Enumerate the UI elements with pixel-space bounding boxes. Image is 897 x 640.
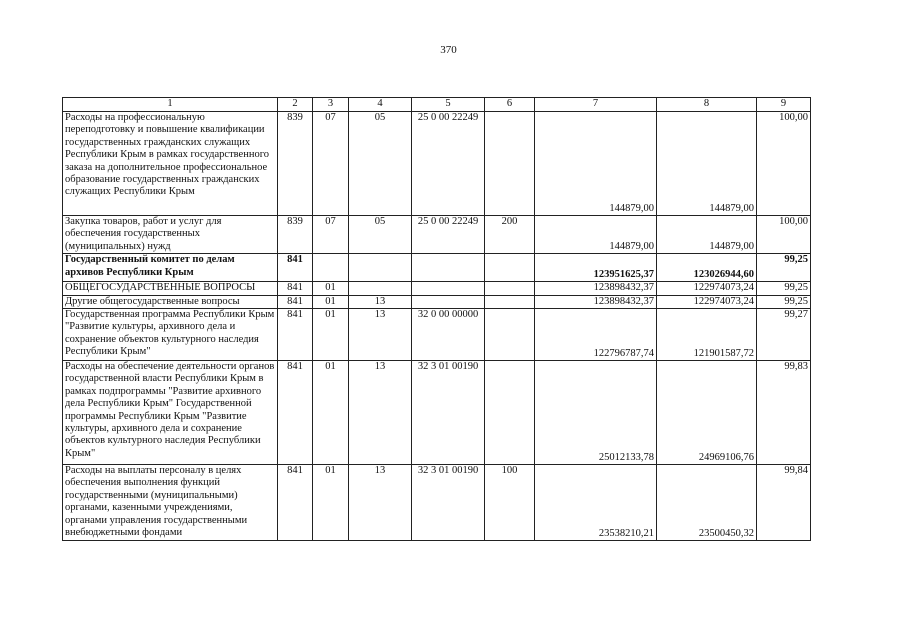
subsection-cell: 13 [349, 295, 412, 308]
header-cell-3: 3 [313, 98, 349, 112]
row-name-cell: Расходы на выплаты персоналу в целях обеспечения выполнения функций государственными (муниципальными) органами, казенными учреждениями, органами управления государственными внебюджетными фондами [63, 465, 278, 541]
target-article-cell [412, 295, 485, 308]
executed-amount-cell: 122974073,24 [657, 282, 757, 295]
table-row [63, 295, 811, 308]
execution-percent-cell: 100,00 [757, 112, 811, 216]
execution-percent-cell: 100,00 [757, 216, 811, 254]
expense-type-cell: 100 [485, 465, 535, 541]
header-cell-4: 4 [349, 98, 412, 112]
section-cell: 07 [313, 112, 349, 216]
row-name-cell: Государственная программа Республики Крым "Развитие культуры, архивного дела и сохранение объектов культурного наследия Республики Крым" [63, 309, 278, 361]
target-article-cell: 32 3 01 00190 [412, 465, 485, 541]
header-cell-9: 9 [757, 98, 811, 112]
section-cell: 01 [313, 282, 349, 295]
header-cell-7: 7 [535, 98, 657, 112]
section-cell: 01 [313, 465, 349, 541]
executed-amount-cell: 23500450,32 [657, 465, 757, 541]
expense-type-cell [485, 282, 535, 295]
header-cell-5: 5 [412, 98, 485, 112]
section-cell [313, 254, 349, 282]
table-row [63, 112, 811, 216]
table-row [63, 361, 811, 465]
section-cell: 01 [313, 361, 349, 465]
row-name-cell: Другие общегосударственные вопросы [63, 295, 278, 308]
header-cell-2: 2 [278, 98, 313, 112]
section-cell: 01 [313, 295, 349, 308]
approved-amount-cell: 144879,00 [535, 112, 657, 216]
table-row [63, 254, 811, 282]
budget-code-cell: 841 [278, 465, 313, 541]
header-cell-6: 6 [485, 98, 535, 112]
header-cell-1: 1 [63, 98, 278, 112]
expense-type-cell [485, 309, 535, 361]
approved-amount-cell: 123951625,37 [535, 254, 657, 282]
executed-amount-cell: 24969106,76 [657, 361, 757, 465]
approved-amount-cell: 123898432,37 [535, 282, 657, 295]
row-name-cell: Расходы на профессиональную переподготовку и повышение квалификации государственных гражданских служащих Республики Крым в рамках государственного заказа на дополнительное профессиональное образование государственных гражданских служащих Республики Крым [63, 112, 278, 216]
target-article-cell [412, 254, 485, 282]
execution-percent-cell: 99,84 [757, 465, 811, 541]
execution-percent-cell: 99,27 [757, 309, 811, 361]
budget-code-cell: 841 [278, 282, 313, 295]
executed-amount-cell: 144879,00 [657, 112, 757, 216]
execution-percent-cell: 99,25 [757, 282, 811, 295]
page-number: 370 [440, 44, 457, 56]
row-name-cell: Государственный комитет по делам архивов Республики Крым [63, 254, 278, 282]
target-article-cell [412, 282, 485, 295]
executed-amount-cell: 123026944,60 [657, 254, 757, 282]
row-name-cell: Расходы на обеспечение деятельности органов государственной власти Республики Крым в рамках подпрограммы "Развитие архивного дела Республики Крым" Государственной программы Республики Крым "Развитие культуры, архивного дела и сохранение объектов культурного наследия Республики Крым" [63, 361, 278, 465]
expense-type-cell [485, 112, 535, 216]
executed-amount-cell: 121901587,72 [657, 309, 757, 361]
approved-amount-cell: 123898432,37 [535, 295, 657, 308]
execution-percent-cell: 99,83 [757, 361, 811, 465]
header-row [63, 98, 811, 112]
approved-amount-cell: 25012133,78 [535, 361, 657, 465]
budget-table [62, 97, 811, 541]
table-row [63, 282, 811, 295]
executed-amount-cell: 122974073,24 [657, 295, 757, 308]
subsection-cell: 05 [349, 112, 412, 216]
subsection-cell: 13 [349, 361, 412, 465]
subsection-cell [349, 254, 412, 282]
section-cell: 01 [313, 309, 349, 361]
subsection-cell: 13 [349, 465, 412, 541]
subsection-cell: 05 [349, 216, 412, 254]
header-cell-8: 8 [657, 98, 757, 112]
target-article-cell: 32 3 01 00190 [412, 361, 485, 465]
expense-type-cell [485, 361, 535, 465]
budget-code-cell: 841 [278, 254, 313, 282]
subsection-cell: 13 [349, 309, 412, 361]
budget-code-cell: 841 [278, 309, 313, 361]
target-article-cell: 25 0 00 22249 [412, 112, 485, 216]
expense-type-cell [485, 254, 535, 282]
table-row [63, 216, 811, 254]
budget-code-cell: 839 [278, 112, 313, 216]
table-row [63, 309, 811, 361]
target-article-cell: 25 0 00 22249 [412, 216, 485, 254]
execution-percent-cell: 99,25 [757, 254, 811, 282]
budget-code-cell: 839 [278, 216, 313, 254]
execution-percent-cell: 99,25 [757, 295, 811, 308]
row-name-cell: Закупка товаров, работ и услуг для обеспечения государственных (муниципальных) нужд [63, 216, 278, 254]
row-name-cell: ОБЩЕГОСУДАРСТВЕННЫЕ ВОПРОСЫ [63, 282, 278, 295]
executed-amount-cell: 144879,00 [657, 216, 757, 254]
expense-type-cell [485, 295, 535, 308]
budget-code-cell: 841 [278, 295, 313, 308]
approved-amount-cell: 23538210,21 [535, 465, 657, 541]
table-row [63, 465, 811, 541]
section-cell: 07 [313, 216, 349, 254]
approved-amount-cell: 122796787,74 [535, 309, 657, 361]
target-article-cell: 32 0 00 00000 [412, 309, 485, 361]
subsection-cell [349, 282, 412, 295]
expense-type-cell: 200 [485, 216, 535, 254]
approved-amount-cell: 144879,00 [535, 216, 657, 254]
budget-code-cell: 841 [278, 361, 313, 465]
